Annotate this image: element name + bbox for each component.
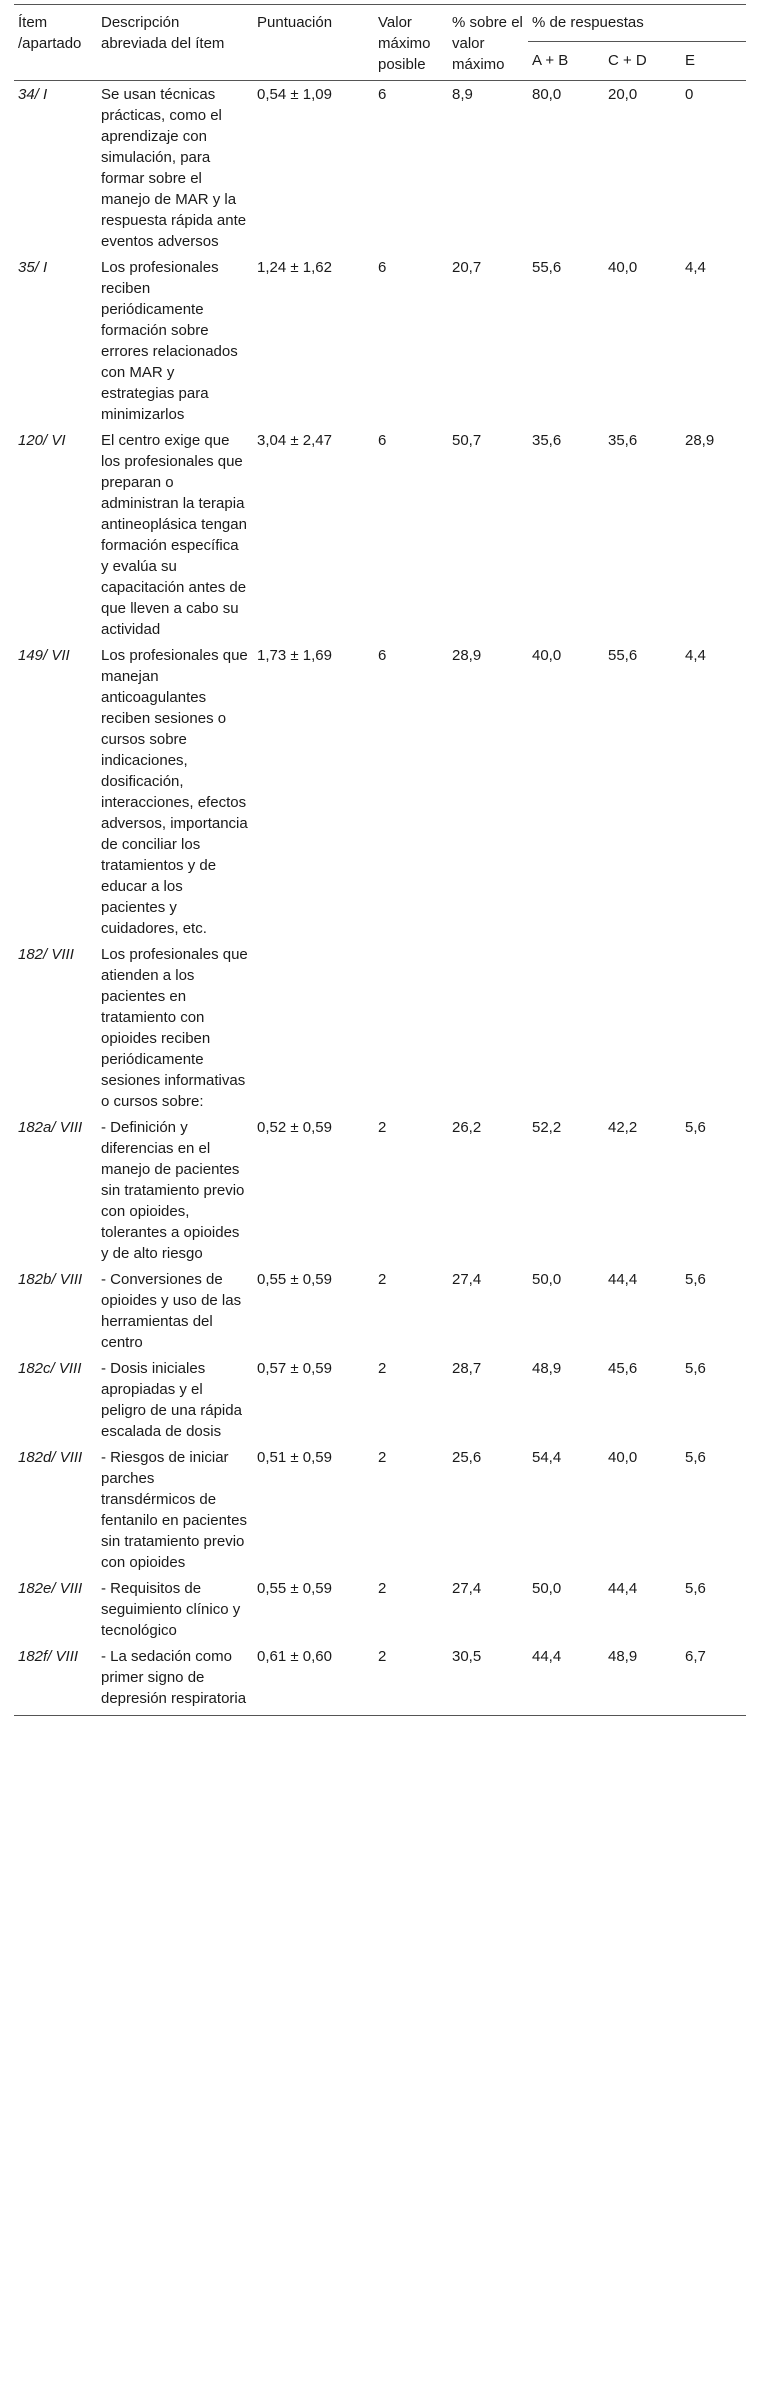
col-header-item: Ítem /apartado [14,5,97,81]
col-header-pct-valor-maximo: % sobre el valor máximo [448,5,528,81]
cell-cd: 40,0 [608,1449,638,1466]
cell-pct-valor-maximo: 28,7 [452,1360,482,1377]
cell-e: 5,6 [685,1360,706,1377]
table-header [14,5,746,81]
table-row [14,1575,746,1643]
table-body [14,81,746,1716]
cell-puntuacion: 0,55 ± 0,59 [257,1271,332,1288]
cell-ab [528,941,604,1114]
table-row [14,1643,746,1716]
cell-item: 182/ VIII [18,946,74,963]
cell-descripcion: - Riesgos de iniciar parches transdérmicos de fentanilo en pacientes sin tratamiento previo con opioides [101,1449,247,1571]
cell-pct-valor-maximo: 27,4 [452,1271,482,1288]
cell-cd: 40,0 [608,259,638,276]
cell-item: 182c/ VIII [18,1360,82,1377]
cell-e: 0 [685,86,694,103]
cell-item: 35/ I [18,259,48,276]
cell-valor-maximo: 2 [378,1449,387,1466]
cell-descripcion: Se usan técnicas prácticas, como el aprendizaje con simulación, para formar sobre el manejo de MAR y la respuesta rápida ante eventos adversos [101,86,247,250]
cell-puntuacion: 0,61 ± 0,60 [253,1643,374,1716]
cell-item: 182d/ VIII [18,1449,83,1466]
cell-descripcion: - Requisitos de seguimiento clínico y tecnológico [101,1580,241,1639]
cell-e: 4,4 [685,647,706,664]
col-header-e: E [681,41,746,80]
cell-pct-valor-maximo [448,941,528,1114]
results-table [14,4,746,1716]
cell-cd: 45,6 [608,1360,638,1377]
cell-e: 4,4 [685,259,706,276]
cell-ab: 55,6 [532,259,562,276]
table-row [14,941,746,1114]
cell-item: 149/ VII [18,647,70,664]
cell-pct-valor-maximo: 27,4 [452,1580,482,1597]
cell-e: 5,6 [685,1580,706,1597]
cell-ab: 52,2 [532,1119,562,1136]
table-row [14,642,746,941]
cell-valor-maximo: 6 [378,259,387,276]
cell-e: 28,9 [685,432,715,449]
cell-valor-maximo [374,941,448,1114]
cell-valor-maximo: 6 [378,432,387,449]
cell-ab: 40,0 [532,647,562,664]
col-header-pct-respuestas: % de respuestas [528,5,746,42]
col-header-cd: C + D [604,41,681,80]
cell-puntuacion: 0,52 ± 0,59 [257,1119,332,1136]
cell-e: 5,6 [685,1449,706,1466]
cell-descripcion: Los profesionales que atienden a los pacientes en tratamiento con opioides reciben periódicamente sesiones informativas o cursos sobre: [101,946,248,1110]
cell-ab: 50,0 [532,1271,562,1288]
cell-ab: 54,4 [532,1449,562,1466]
cell-cd [604,941,681,1114]
table-row [14,427,746,642]
cell-item: 182f/ VIII [14,1643,97,1716]
cell-item: 182b/ VIII [18,1271,83,1288]
cell-valor-maximo: 2 [374,1643,448,1716]
cell-descripcion: - La sedación como primer signo de depresión respiratoria [97,1643,253,1716]
table-row [14,1114,746,1266]
cell-cd: 44,4 [608,1271,638,1288]
cell-pct-valor-maximo: 28,9 [452,647,482,664]
cell-descripcion: El centro exige que los profesionales que preparan o administran la terapia antineoplásica tengan formación específica y evalúa su capacitación antes de que lleven a cabo su actividad [101,432,247,638]
cell-pct-valor-maximo: 26,2 [452,1119,482,1136]
cell-cd: 55,6 [608,647,638,664]
cell-puntuacion: 0,55 ± 0,59 [257,1580,332,1597]
table-row [14,81,746,255]
cell-cd: 35,6 [608,432,638,449]
cell-descripcion: - Definición y diferencias en el manejo de pacientes sin tratamiento previo con opioides, tolerantes a opioides y de alto riesgo [101,1119,245,1262]
cell-ab: 44,4 [528,1643,604,1716]
cell-pct-valor-maximo: 20,7 [452,259,482,276]
col-header-descripcion: Descripción abreviada del ítem [97,5,253,81]
table-row [14,1444,746,1575]
cell-e: 6,7 [681,1643,746,1716]
cell-valor-maximo: 2 [378,1580,387,1597]
cell-ab: 35,6 [532,432,562,449]
cell-cd: 20,0 [608,86,638,103]
cell-puntuacion: 1,24 ± 1,62 [257,259,332,276]
cell-item: 182a/ VIII [18,1119,83,1136]
cell-valor-maximo: 2 [378,1119,387,1136]
cell-puntuacion: 3,04 ± 2,47 [257,432,332,449]
cell-e: 5,6 [685,1119,706,1136]
cell-valor-maximo: 6 [378,647,387,664]
col-header-ab: A + B [528,41,604,80]
cell-descripcion: Los profesionales que manejan anticoagulantes reciben sesiones o cursos sobre indicaciones, dosificación, interacciones, efectos adversos, importancia de conciliar los tratamientos y de educar a los pacientes y cuidadores, etc. [101,647,248,937]
cell-puntuacion: 0,57 ± 0,59 [257,1360,332,1377]
cell-puntuacion: 1,73 ± 1,69 [257,647,332,664]
cell-descripcion: Los profesionales reciben periódicamente formación sobre errores relacionados con MAR y estrategias para minimizarlos [101,259,238,423]
cell-pct-valor-maximo: 8,9 [452,86,473,103]
table-row [14,1355,746,1444]
col-header-puntuacion: Puntuación [253,5,374,81]
cell-ab: 80,0 [532,86,562,103]
cell-pct-valor-maximo: 25,6 [452,1449,482,1466]
cell-item: 34/ I [18,86,48,103]
cell-cd: 42,2 [608,1119,638,1136]
cell-pct-valor-maximo: 50,7 [452,432,482,449]
cell-pct-valor-maximo: 30,5 [448,1643,528,1716]
cell-item: 120/ VI [18,432,66,449]
cell-puntuacion [253,941,374,1114]
table-row [14,1266,746,1355]
cell-ab: 48,9 [532,1360,562,1377]
cell-descripcion: - Conversiones de opioides y uso de las herramientas del centro [101,1271,242,1351]
cell-valor-maximo: 6 [378,86,387,103]
cell-e: 5,6 [685,1271,706,1288]
cell-cd: 48,9 [604,1643,681,1716]
cell-e [681,941,746,1114]
cell-cd: 44,4 [608,1580,638,1597]
cell-item: 182e/ VIII [18,1580,83,1597]
col-header-valor-maximo: Valor máximo posible [374,5,448,81]
cell-descripcion: - Dosis iniciales apropiadas y el peligro de una rápida escalada de dosis [101,1360,242,1440]
cell-ab: 50,0 [532,1580,562,1597]
cell-valor-maximo: 2 [378,1271,387,1288]
table-row [14,254,746,427]
cell-puntuacion: 0,54 ± 1,09 [257,86,332,103]
cell-puntuacion: 0,51 ± 0,59 [257,1449,332,1466]
cell-valor-maximo: 2 [378,1360,387,1377]
